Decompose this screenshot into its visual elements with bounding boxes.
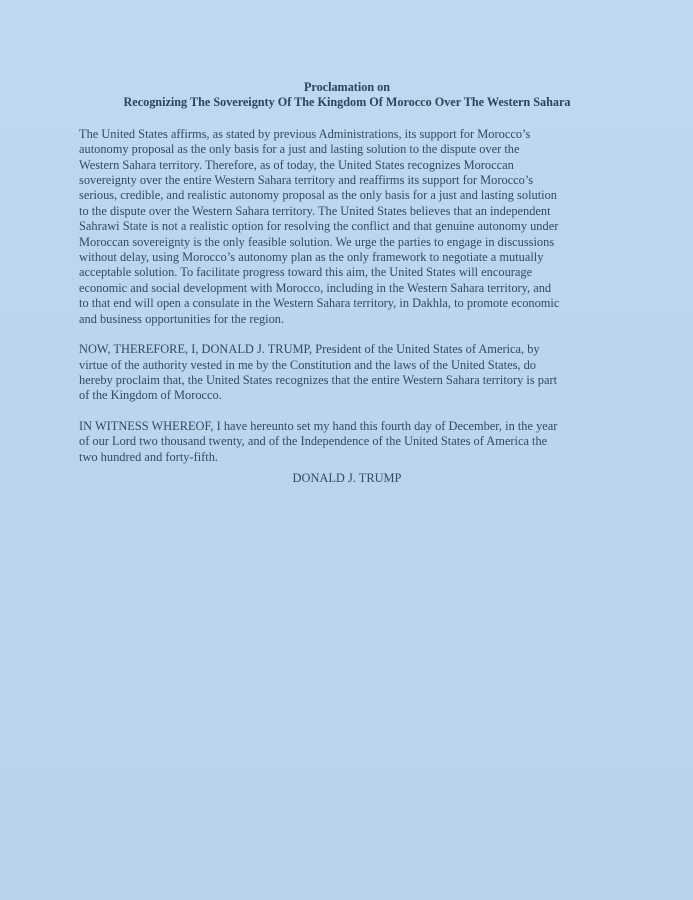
paragraph-line: virtue of the authority vested in me by the Constitution and the laws of the United States, do — [79, 357, 536, 372]
paragraph-line: to that end will open a consulate in the Western Sahara territory, in Dakhla, to promote economic — [79, 296, 560, 311]
paragraph-line: without delay, using Morocco’s autonomy plan as the only framework to negotiate a mutually — [79, 250, 544, 265]
paragraph-line: Sahrawi State is not a realistic option for resolving the conflict and that genuine autonomy under — [79, 219, 559, 234]
paragraph-line: Western Sahara territory. Therefore, as of today, the United States recognizes Moroccan — [79, 157, 514, 172]
proclamation-document — [79, 80, 615, 486]
title-line-1: Proclamation on — [303, 80, 391, 94]
paragraph-line: IN WITNESS WHEREOF, I have hereunto set my hand this fourth day of December, in the year — [79, 418, 558, 433]
paragraph-affirmation — [79, 127, 615, 327]
paragraph-line: to the dispute over the Western Sahara territory. The United States believes that an independent — [79, 203, 551, 218]
paragraph-line: serious, credible, and realistic autonomy proposal as the only basis for a just and lasting solution — [79, 188, 557, 203]
document-title — [79, 80, 615, 111]
paragraph-witness — [79, 419, 615, 465]
paragraph-line: acceptable solution. To facilitate progress toward this aim, the United States will encourage — [79, 265, 533, 280]
paragraph-line: autonomy proposal as the only basis for a just and lasting solution to the dispute over the — [79, 142, 520, 157]
title-line-2: Recognizing The Sovereignty Of The Kingdom Of Morocco Over The Western Sahara — [123, 95, 571, 110]
paragraph-line: NOW, THEREFORE, I, DONALD J. TRUMP, President of the United States of America, by — [79, 342, 540, 357]
paragraph-line: economic and social development with Morocco, including in the Western Sahara territory, and — [79, 280, 552, 295]
paragraph-proclamation — [79, 342, 615, 404]
paragraph-line: sovereignty over the entire Western Sahara territory and reaffirms its support for Morocco’s — [79, 173, 534, 188]
signature-name: DONALD J. TRUMP — [292, 470, 402, 485]
paragraph-line: and business opportunities for the region. — [79, 311, 285, 326]
paragraph-line: Moroccan sovereignty is the only feasible solution. We urge the parties to engage in discussions — [79, 234, 555, 249]
paragraph-line: hereby proclaim that, the United States recognizes that the entire Western Sahara territory is part — [79, 372, 558, 387]
paragraph-line: of our Lord two thousand twenty, and of the Independence of the United States of America the — [79, 434, 548, 449]
paragraph-line: The United States affirms, as stated by previous Administrations, its support for Morocco’s — [79, 126, 531, 141]
paragraph-line: two hundred and forty-fifth. — [79, 449, 219, 464]
paragraph-line: of the Kingdom of Morocco. — [79, 388, 222, 403]
